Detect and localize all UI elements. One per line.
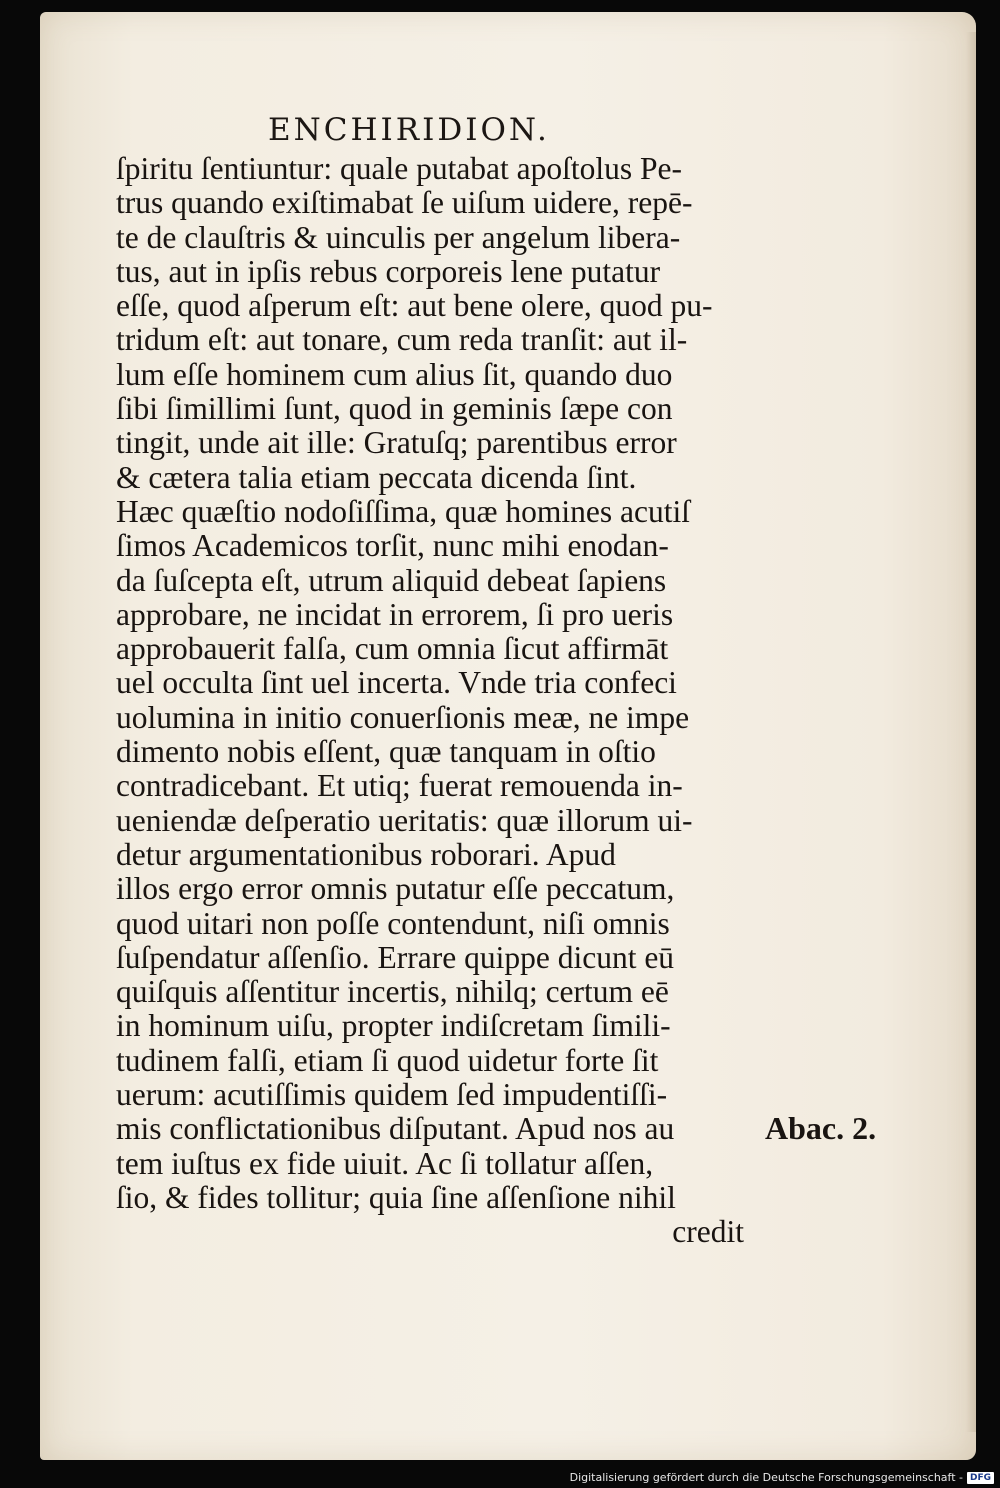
dfg-logo-icon: DFG bbox=[967, 1472, 994, 1484]
text-line: uolumina in initio conuerſionis meæ, ne impe bbox=[116, 700, 690, 735]
text-line: dimento nobis eſſent, quæ tanquam in oſtio bbox=[116, 735, 656, 770]
text-line: contradicebant. Et utiq; fuerat remouenda in- bbox=[116, 769, 683, 804]
page-edge-shadow bbox=[966, 32, 976, 1432]
text-line: tudinem falſi, etiam ſi quod uidetur forte ſit bbox=[116, 1043, 659, 1078]
text-line: te de clauſtris & uinculis per angelum libera- bbox=[116, 220, 681, 255]
text-line: tingit, unde ait ille: Gratuſq; parentibus error bbox=[116, 426, 677, 461]
text-line: tus, aut in ipſis rebus corporeis lene putatur bbox=[116, 254, 661, 289]
text-line: mis conflictationibus diſputant. Apud nos au bbox=[116, 1112, 675, 1147]
digitization-credit bbox=[570, 1471, 994, 1484]
text-line: ſimos Academicos torſit, nunc mihi enodan- bbox=[116, 529, 669, 564]
text-line: ſuſpendatur aſſenſio. Errare quippe dicunt eū bbox=[116, 940, 675, 975]
body-text bbox=[116, 152, 744, 1250]
credit-text: Digitalisierung gefördert durch die Deutsche Forschungsgemeinschaft - bbox=[569, 1471, 963, 1484]
text-line: tridum eſt: aut tonare, cum reda tranſit: aut il- bbox=[116, 323, 688, 358]
text-line: in hominum uiſu, propter indiſcretam ſimili- bbox=[116, 1009, 671, 1044]
text-line: uel occulta ſint uel incerta. Vnde tria confeci bbox=[116, 666, 677, 701]
text-line: ſio, & fides tollitur; quia ſine aſſenſione nihil bbox=[116, 1180, 676, 1215]
text-line: quod uitari non poſſe contendunt, niſi omnis bbox=[116, 906, 670, 941]
text-line: ſpiritu ſentiuntur: quale putabat apoſtolus Pe- bbox=[116, 152, 683, 186]
text-line: ueniendæ deſperatio ueritatis: quæ illorum ui- bbox=[116, 803, 693, 838]
text-line: trus quando exiſtimabat ſe uiſum uidere, repē- bbox=[116, 186, 693, 221]
running-head: ENCHIRIDION. bbox=[268, 112, 550, 148]
text-line: tem iuſtus ex fide uiuit. Ac ſi tollatur aſſen, bbox=[116, 1146, 654, 1181]
text-line: da ſuſcepta eſt, utrum aliquid debeat ſapiens bbox=[116, 563, 667, 598]
text-line: lum eſſe hominem cum alius ſit, quando duo bbox=[116, 357, 673, 392]
text-line: approbare, ne incidat in errorem, ſi pro ueris bbox=[116, 597, 674, 632]
text-line: detur argumentationibus roborari. Apud bbox=[116, 837, 616, 872]
text-line: & cætera talia etiam peccata dicenda ſint. bbox=[116, 460, 637, 495]
text-line: ſibi ſimillimi ſunt, quod in geminis ſæpe con bbox=[116, 392, 673, 427]
marginal-note: Abac. 2. bbox=[765, 1110, 877, 1146]
text-line: approbauerit falſa, cum omnia ſicut affirmāt bbox=[116, 632, 669, 667]
text-line: quiſquis aſſentitur incertis, nihilq; certum eē bbox=[116, 975, 669, 1010]
text-line: uerum: acutiſſimis quidem ſed impudentiſſi- bbox=[116, 1078, 668, 1113]
text-line: eſſe, quod aſperum eſt: aut bene olere, quod pu- bbox=[116, 289, 713, 324]
text-line: illos ergo error omnis putatur eſſe peccatum, bbox=[116, 872, 675, 907]
text-line: Hæc quæſtio nodoſiſſima, quæ homines acutiſ bbox=[116, 494, 690, 529]
catchword: credit bbox=[672, 1215, 744, 1250]
